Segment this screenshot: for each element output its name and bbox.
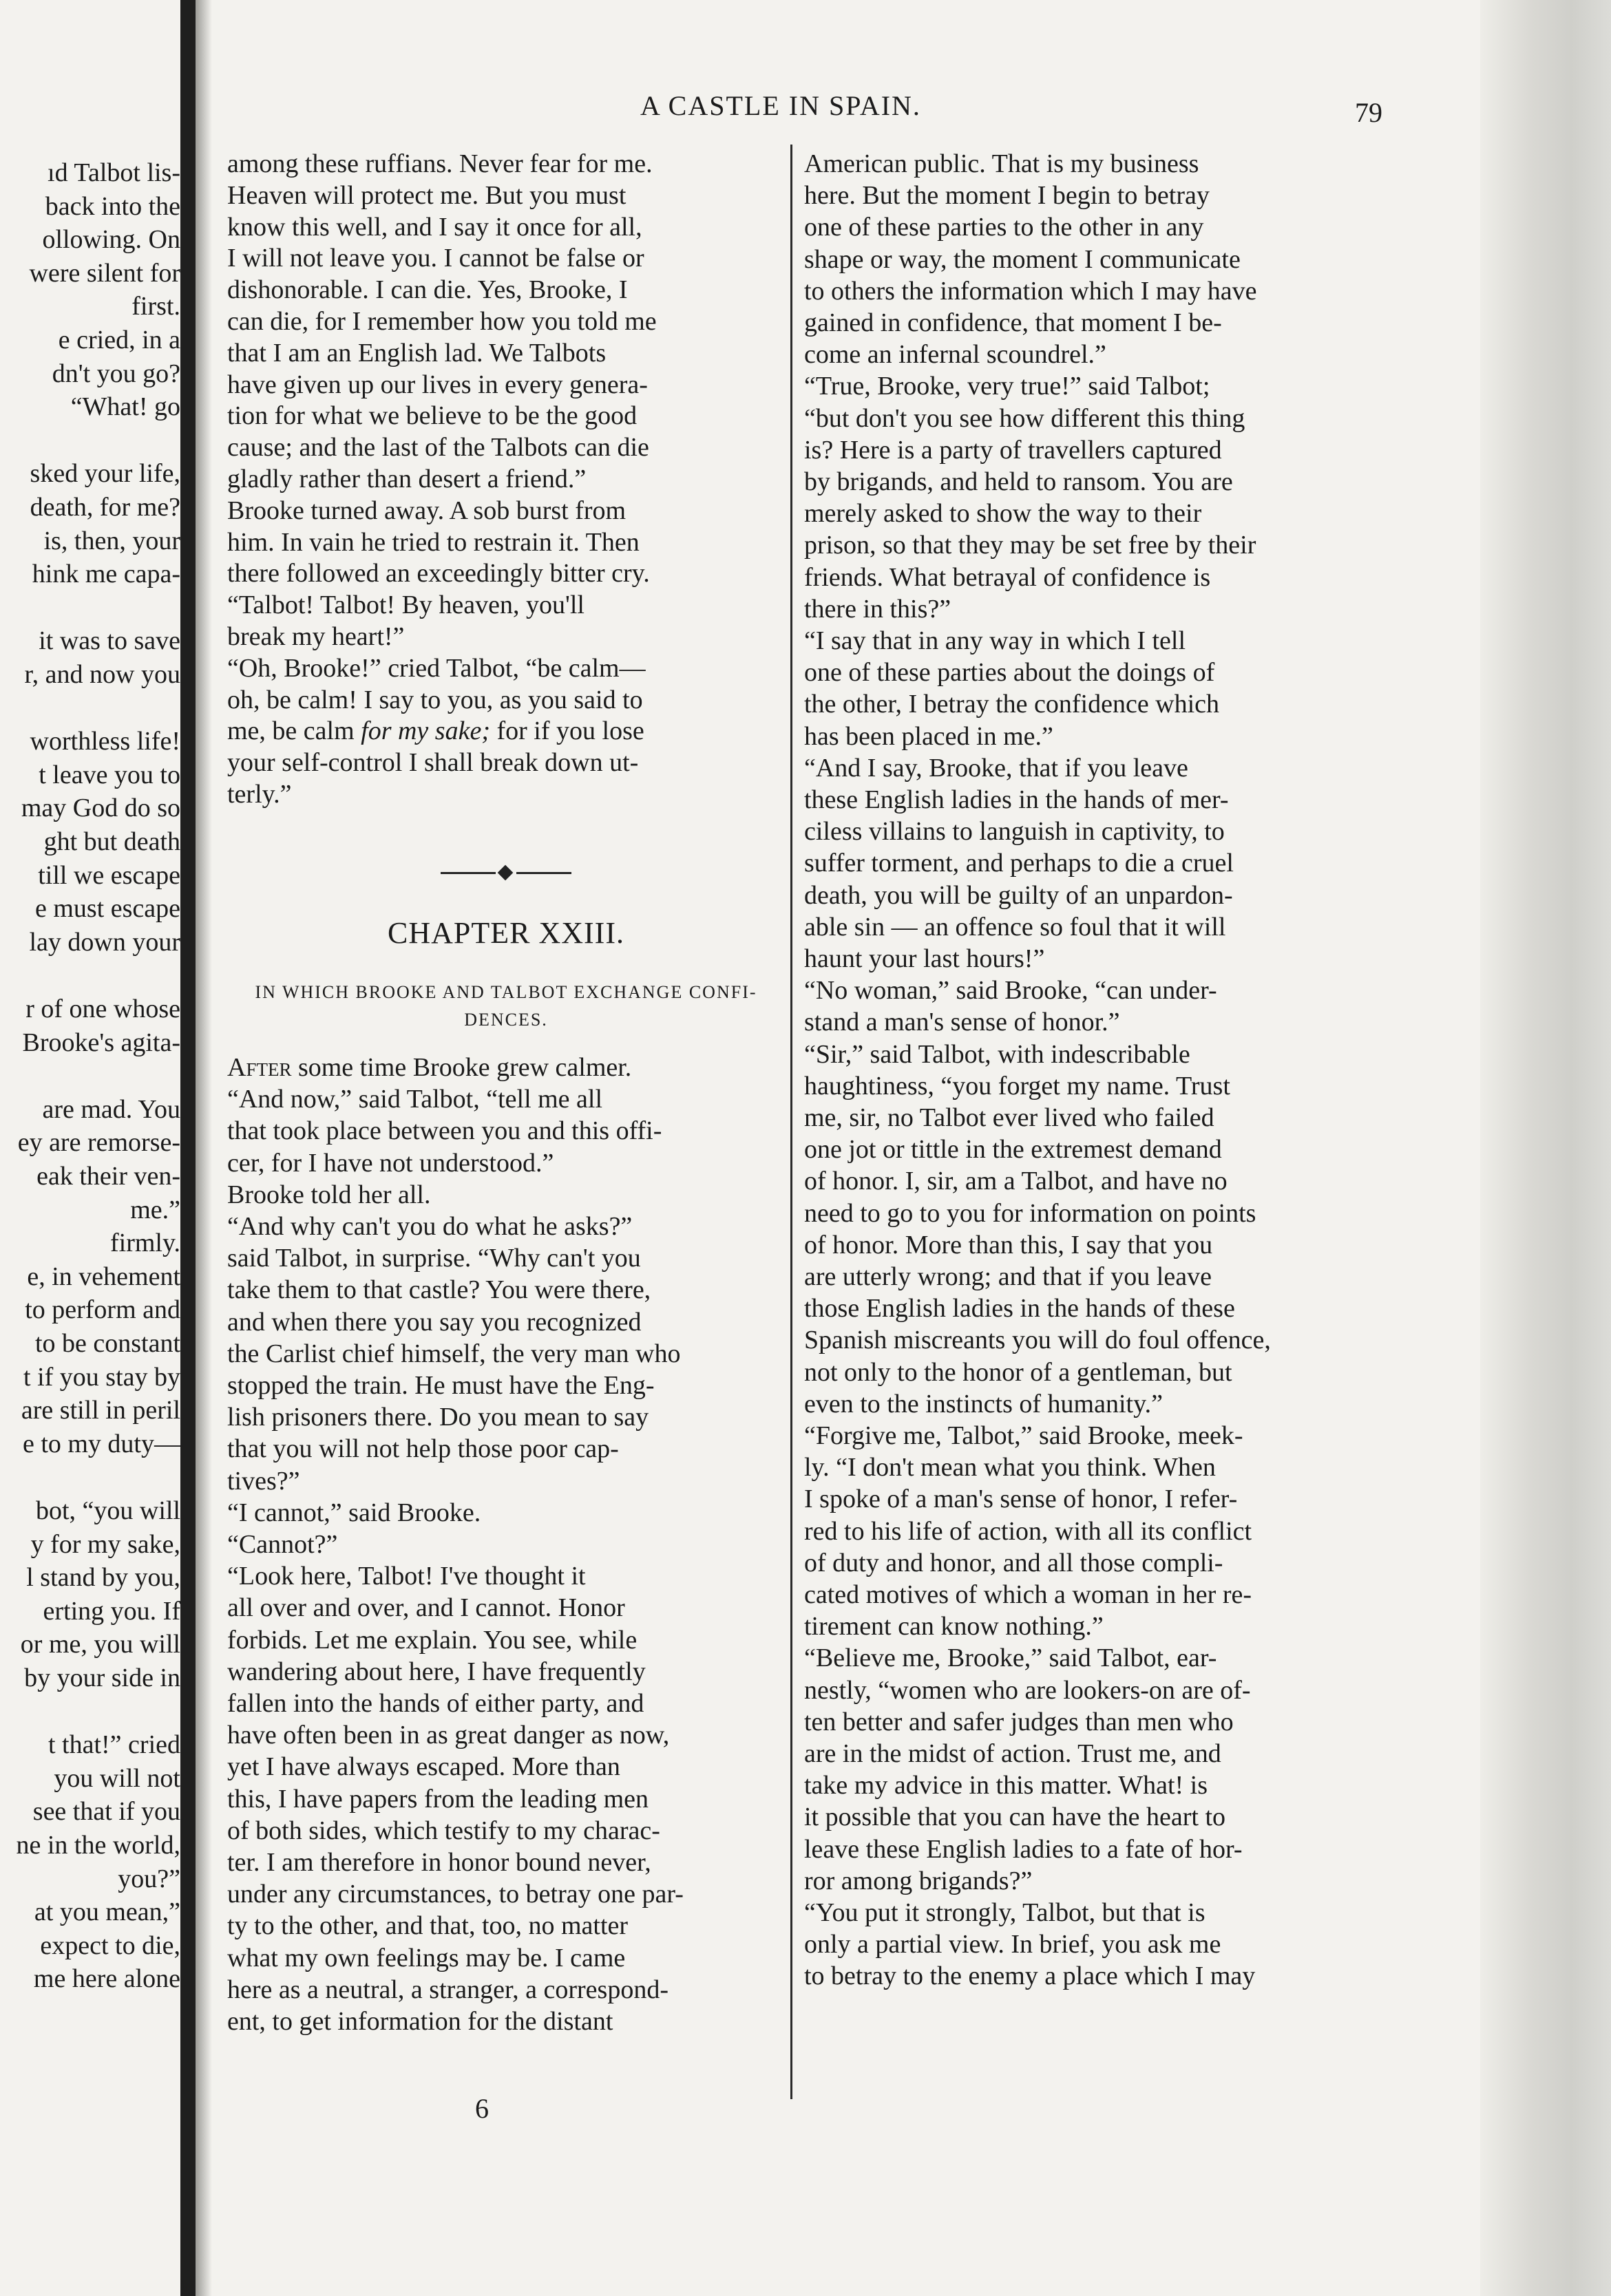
text-line: “I cannot,” said Brooke. xyxy=(227,1498,481,1527)
text-line: able sin — an offence so foul that it will xyxy=(804,912,1226,942)
text-line: haughtiness, “you forget my name. Trust xyxy=(804,1071,1230,1101)
text-line: ollowing. On xyxy=(42,225,180,255)
text-line: ly. “I don't mean what you think. When xyxy=(804,1453,1216,1482)
text-line: me here alone xyxy=(33,1964,180,1994)
text-line: first. xyxy=(131,292,180,321)
text-line: Brooke turned away. A sob burst from xyxy=(227,496,626,525)
text-line: dishonorable. I can die. Yes, Brooke, I xyxy=(227,275,628,305)
text-line: l stand by you, xyxy=(26,1563,180,1593)
text-line: “but don't you see how different this thing xyxy=(804,403,1245,433)
text-line: suffer torment, and perhaps to die a cruel xyxy=(804,849,1234,878)
text-line: back into the xyxy=(45,191,180,221)
text-line: only a partial view. In brief, you ask me xyxy=(804,1930,1221,1959)
text-line: “What! go xyxy=(70,392,180,422)
text-line: oh, be calm! I say to you, as you said to xyxy=(227,685,643,714)
text-line: by your side in xyxy=(24,1663,180,1692)
text-line: ter. I am therefore in honor bound never, xyxy=(227,1848,651,1877)
text-line: of both sides, which testify to my charac- xyxy=(227,1816,660,1845)
text-line: death, you will be guilty of an unpardon- xyxy=(804,880,1233,910)
text-line: see that if you xyxy=(32,1797,180,1827)
text-line: t if you stay by xyxy=(23,1362,180,1392)
chapter-subtitle-cont: DENCES. xyxy=(464,1010,548,1030)
text-line: of honor. I, sir, am a Talbot, and have no xyxy=(804,1167,1228,1196)
text-line: e, in vehement xyxy=(27,1262,180,1291)
text-line: Spanish miscreants you will do foul offence, xyxy=(804,1326,1271,1355)
text-line: this, I have papers from the leading men xyxy=(227,1784,649,1814)
text-line: “Oh, Brooke!” cried Talbot, “be calm— xyxy=(227,653,646,683)
text-line: has been placed in me.” xyxy=(804,721,1053,751)
text-line: e must escape xyxy=(34,894,180,924)
text-line: to betray to the enemy a place which I may xyxy=(804,1962,1256,1991)
text-line: “I say that in any way in which I tell xyxy=(804,626,1186,655)
text-line: y for my sake, xyxy=(30,1529,180,1559)
text-line: that I am an English lad. We Talbots xyxy=(227,338,607,368)
text-line: tirement can know nothing.” xyxy=(804,1612,1104,1641)
text-line: that took place between you and this offi- xyxy=(227,1116,662,1146)
text-line: “Forgive me, Talbot,” said Brooke, meek- xyxy=(804,1421,1243,1450)
text-line: me, sir, no Talbot ever lived who failed xyxy=(804,1103,1214,1132)
text-line: ty to the other, and that, too, no matter xyxy=(227,1911,629,1941)
running-head: A CASTLE IN SPAIN. xyxy=(640,90,921,121)
text-line: fallen into the hands of either party, and xyxy=(227,1689,644,1718)
text-line: are mad. You xyxy=(42,1094,180,1124)
text-line: gained in confidence, that moment I be- xyxy=(804,308,1222,337)
text-line: tion for what we believe to be the good xyxy=(227,401,638,431)
text-line: to others the information which I may have xyxy=(804,276,1257,306)
text-line: ıd Talbot lis- xyxy=(48,158,180,187)
text-line: wandering about here, I have frequently xyxy=(227,1657,646,1686)
text-line: may God do so xyxy=(21,794,180,823)
text-line: here. But the moment I begin to betray xyxy=(804,181,1210,211)
text-line: there followed an exceedingly bitter cry. xyxy=(227,559,650,588)
text-line: all over and over, and I cannot. Honor xyxy=(227,1593,625,1623)
text-line: can die, for I remember how you told me xyxy=(227,307,657,336)
text-line: worthless life! xyxy=(30,727,180,756)
text-line: those English ladies in the hands of these xyxy=(804,1294,1235,1324)
text-line: lish prisoners there. Do you mean to say xyxy=(227,1403,649,1432)
text-line: ey are remorse- xyxy=(17,1128,180,1158)
text-line: “And I say, Brooke, that if you leave xyxy=(804,753,1188,783)
gutter-binding xyxy=(180,0,196,2296)
text-line: ten better and safer judges than men who xyxy=(804,1707,1234,1736)
text-line: “Believe me, Brooke,” said Talbot, ear- xyxy=(804,1644,1217,1673)
page-number: 79 xyxy=(1355,97,1382,128)
text-line: ne in the world, xyxy=(16,1831,180,1860)
text-line: need to go to you for information on points xyxy=(804,1198,1256,1228)
text-line: Brooke told her all. xyxy=(227,1180,431,1209)
text-line: yet I have always escaped. More than xyxy=(227,1752,620,1782)
text-line: hink me capa- xyxy=(32,560,180,589)
chapter-title: CHAPTER XXIII. xyxy=(388,916,624,950)
text-line: “Look here, Talbot! I've thought it xyxy=(227,1562,586,1591)
text-line: “Sir,” said Talbot, with indescribable xyxy=(804,1039,1190,1069)
text-line: forbids. Let me explain. You see, while xyxy=(227,1625,638,1655)
text-line: know this well, and I say it once for all, xyxy=(227,212,642,242)
text-line: “True, Brooke, very true!” said Talbot; xyxy=(804,372,1210,401)
text-line: erting you. If xyxy=(43,1596,180,1626)
text-line: leave these English ladies to a fate of hor- xyxy=(804,1834,1243,1864)
text-line: and when there you say you recognized xyxy=(227,1307,642,1337)
text-line: nestly, “women who are lookers-on are of- xyxy=(804,1675,1251,1705)
text-line: there in this?” xyxy=(804,594,951,624)
text-line: prison, so that they may be set free by their xyxy=(804,531,1256,560)
text-line: come an infernal scoundrel.” xyxy=(804,340,1106,370)
text-line: “And now,” said Talbot, “tell me all xyxy=(227,1085,603,1114)
text-line: under any circumstances, to betray one par- xyxy=(227,1880,684,1909)
text-line: cause; and the last of the Talbots can die xyxy=(227,433,649,463)
text-line: to be constant xyxy=(34,1329,180,1358)
text-line: Heaven will protect me. But you must xyxy=(227,180,626,210)
text-line: take my advice in this matter. What! is xyxy=(804,1771,1208,1800)
text-line: that you will not help those poor cap- xyxy=(227,1434,619,1464)
text-line: friends. What betrayal of confidence is xyxy=(804,562,1211,592)
text-line: to perform and xyxy=(25,1295,180,1325)
text-line: ght but death xyxy=(43,827,180,856)
text-line: have often been in as great danger as now, xyxy=(227,1721,670,1750)
text-line: stand a man's sense of honor.” xyxy=(804,1008,1120,1037)
text-line: or me, you will xyxy=(20,1630,180,1659)
text-line: eak their ven- xyxy=(36,1162,180,1191)
text-line: “Cannot?” xyxy=(227,1530,338,1559)
section-ornament xyxy=(441,866,571,880)
text-line: “And why can't you do what he asks?” xyxy=(227,1212,633,1241)
text-line: by brigands, and held to ransom. You are xyxy=(804,467,1233,496)
text-line: have given up our lives in every genera- xyxy=(227,370,648,399)
text-line: “Talbot! Talbot! By heaven, you'll xyxy=(227,591,585,620)
text-line: cer, for I have not understood.” xyxy=(227,1148,554,1178)
text-line: “You put it strongly, Talbot, but that is xyxy=(804,1898,1205,1927)
text-line: dn't you go? xyxy=(52,359,180,388)
text-line: ent, to get information for the distant xyxy=(227,2007,613,2036)
text-line: me.” xyxy=(130,1195,180,1224)
text-line: at you mean,” xyxy=(34,1898,180,1927)
text-line: it possible that you can have the heart to xyxy=(804,1803,1226,1832)
text-line: gladly rather than desert a friend.” xyxy=(227,465,587,493)
text-line: cated motives of which a woman in her re- xyxy=(804,1580,1252,1609)
text-line: is, then, your xyxy=(43,526,180,555)
text-line: red to his life of action, with all its conflict xyxy=(804,1516,1252,1546)
text-line: I will not leave you. I cannot be false or xyxy=(227,244,644,273)
text-line: one jot or tittle in the extremest demand xyxy=(804,1135,1222,1165)
text-line: t leave you to xyxy=(39,760,180,789)
text-line: tives?” xyxy=(227,1466,300,1496)
text-line: t that!” cried xyxy=(48,1730,180,1760)
text-line: terly.” xyxy=(227,780,292,809)
text-line: stopped the train. He must have the Eng- xyxy=(227,1371,655,1400)
text-line: not only to the honor of a gentleman, but xyxy=(804,1357,1232,1387)
text-line: ciless villains to languish in captivity, to xyxy=(804,817,1225,847)
text-line: I spoke of a man's sense of honor, I refer- xyxy=(804,1485,1238,1514)
text-line: even to the instincts of humanity.” xyxy=(804,1389,1163,1418)
text-line: the other, I betray the confidence which xyxy=(804,690,1220,719)
text-line: me, be calm for my sake; for if you lose xyxy=(227,716,644,746)
text-line: lay down your xyxy=(29,927,180,957)
text-line: r of one whose xyxy=(25,995,180,1023)
gutter-shadow xyxy=(196,0,212,2296)
column-rule xyxy=(790,145,792,2099)
signature-folio: 6 xyxy=(475,2093,489,2124)
text-line: you?” xyxy=(118,1864,180,1893)
text-line: one of these parties to the other in any xyxy=(804,213,1204,242)
text-line: firmly. xyxy=(109,1229,180,1258)
text-line: were silent for xyxy=(29,258,180,288)
text-line: are still in peril xyxy=(21,1396,180,1425)
text-line: merely asked to show the way to their xyxy=(804,499,1202,529)
text-line: ror among brigands?” xyxy=(804,1866,1033,1895)
text-line: among these ruffians. Never fear for me. xyxy=(227,149,653,178)
text-line: it was to save xyxy=(39,626,180,656)
scan-edge xyxy=(1480,0,1611,2296)
text-line: of duty and honor, and all those compli- xyxy=(804,1548,1223,1577)
text-line: one of these parties about the doings of xyxy=(804,658,1215,688)
text-line: death, for me? xyxy=(30,493,180,522)
chapter-subtitle: IN WHICH BROOKE AND TALBOT EXCHANGE CONFI- xyxy=(255,982,757,1002)
text-line: take them to that castle? You were there, xyxy=(227,1275,651,1305)
text-line: you will not xyxy=(54,1763,180,1793)
text-line: haunt your last hours!” xyxy=(804,944,1045,973)
text-line: r, and now you xyxy=(24,660,180,689)
text-line: bot, “you will xyxy=(35,1496,180,1525)
text-line: said Talbot, in surprise. “Why can't you xyxy=(227,1244,641,1273)
text-line: sked your life, xyxy=(30,459,180,489)
text-line: of honor. More than this, I say that you xyxy=(804,1230,1213,1259)
text-line: these English ladies in the hands of mer- xyxy=(804,785,1229,814)
text-line: shape or way, the moment I communicate xyxy=(804,244,1241,274)
text-line: expect to die, xyxy=(40,1931,180,1960)
text-line: him. In vain he tried to restrain it. Then xyxy=(227,527,640,557)
text-line: e cried, in a xyxy=(58,326,180,354)
text-line: your self-control I shall break down ut- xyxy=(227,748,639,778)
text-line: what my own feelings may be. I came xyxy=(227,1943,626,1973)
text-line: the Carlist chief himself, the very man who xyxy=(227,1339,681,1368)
text-line: Brooke's agita- xyxy=(22,1028,180,1057)
text-line: break my heart!” xyxy=(227,622,405,651)
text-line: American public. That is my business xyxy=(804,149,1199,178)
text-line: e to my duty— xyxy=(22,1429,180,1458)
emphasis: for my sake; xyxy=(361,716,490,746)
text-line: are in the midst of action. Trust me, and xyxy=(804,1739,1221,1768)
text-line: here as a neutral, a stranger, a correspond- xyxy=(227,1975,668,2004)
text-line: is? Here is a party of travellers captured xyxy=(804,435,1222,465)
text-line: are utterly wrong; and that if you leave xyxy=(804,1262,1212,1291)
text-line: “No woman,” said Brooke, “can under- xyxy=(804,976,1217,1006)
text-line: After some time Brooke grew calmer. xyxy=(227,1053,632,1082)
text-line: till we escape xyxy=(38,860,180,890)
